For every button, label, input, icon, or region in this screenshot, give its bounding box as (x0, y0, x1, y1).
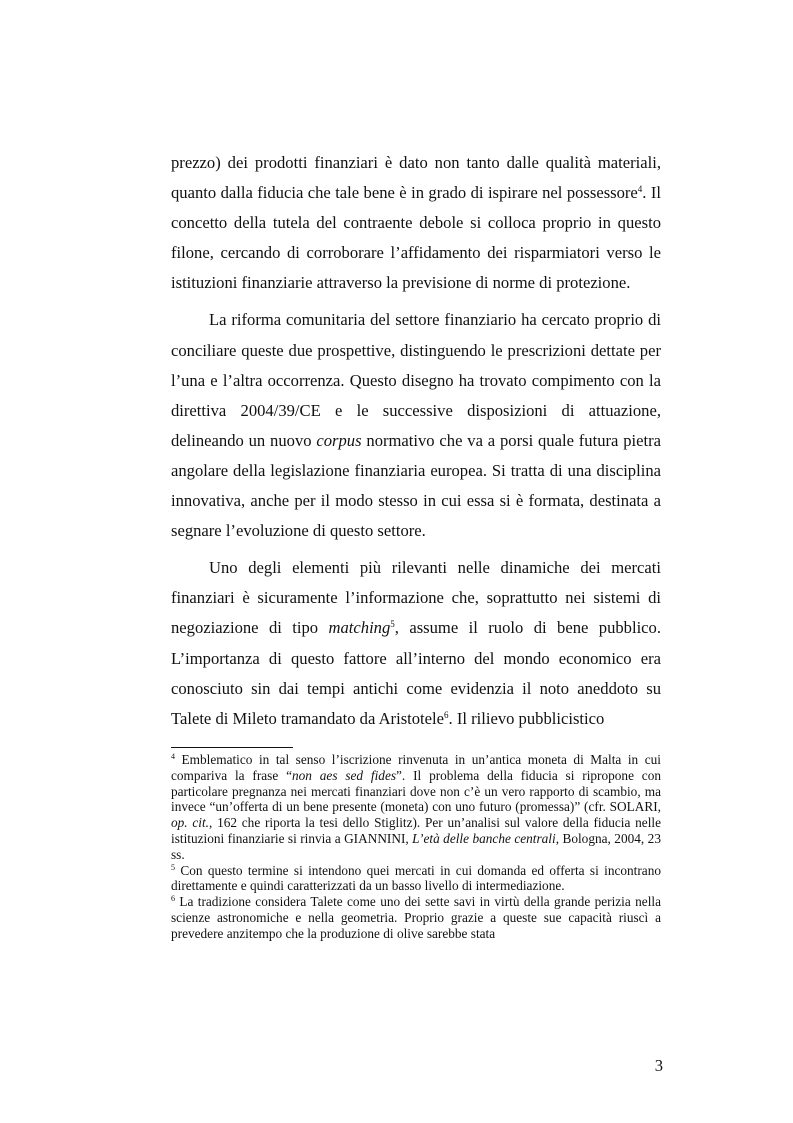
paragraph-1-text-a: prezzo) dei prodotti finanziari è dato non tanto dalle qualità materiali, quanto dalla fiducia che tale bene è in grado di ispirare nel possessore (171, 153, 661, 203)
footnote-4-italic-2: op. cit. (171, 815, 209, 831)
paragraph-2 (171, 305, 661, 546)
paragraph-2-text-a: La riforma comunitaria del settore finanziario ha cercato proprio di conciliare queste due prospettive, distinguendo le prescrizioni dettate per l’una e l’altra occorrenza. Questo disegno ha trovato compimento con la direttiva 2004/39/CE e le successive disposizioni di attuazione, delineando un nuovo (171, 310, 661, 450)
footnote-4 (171, 752, 661, 863)
footnote-separator (171, 747, 293, 748)
footnote-4-text-b: ”. Il problema della fiducia si ripropone con particolare pregnanza nei mercati finanziari dove non c’è un vero rapporto di scambio, ma invece “un’offerta di un bene presente (moneta) con uno futuro (promessa)” (cfr. SOLARI, (171, 767, 662, 815)
paragraph-3-text-c: . Il rilievo pubblicistico (448, 708, 605, 728)
footnote-4-number: 4 (171, 752, 175, 761)
paragraph-3-text-a: Uno degli elementi più rilevanti nelle dinamiche dei mercati finanziari è sicuramente l’informazione che, soprattutto nei sistemi di negoziazione di tipo (171, 558, 661, 638)
footnote-4-italic-1: non aes sed fides (291, 767, 397, 783)
footnote-6 (171, 894, 661, 941)
footnote-6-text: La tradizione considera Talete come uno dei sette savi in virtù della grande perizia nella scienze astronomiche e nella geometria. Proprio grazie a queste sue capacità riuscì a prevedere anzitempo che la produzione di olive sarebbe stata (171, 894, 661, 941)
footnote-ref-4[interactable]: 4 (637, 184, 643, 195)
footnote-5-number: 5 (171, 862, 175, 872)
footnote-5 (171, 863, 661, 895)
footnote-4-text-a: Emblematico in tal senso l’iscrizione rinvenuta in un’antica moneta di Malta in cui compariva la frase “ (171, 752, 661, 783)
footnotes (171, 752, 661, 942)
footnote-4-text-d: , Bologna, 2004, 23 ss. (171, 830, 661, 862)
footnote-ref-5[interactable]: 5 (390, 619, 395, 630)
paragraph-1 (171, 148, 661, 298)
footnote-6-number: 6 (171, 894, 175, 904)
paragraph-1-text-b: . Il concetto della tutela del contraente debole si colloca proprio in questo filone, cercando di corroborare l’affidamento dei risparmiatori verso le istituzioni finanziarie attraverso la previsione di norme di protezione. (171, 183, 662, 293)
footnote-5-text: Con questo termine si intendono quei mercati in cui domanda ed offerta si incontrano direttamente e quindi caratterizzati da un basso livello di intermediazione. (171, 862, 661, 894)
body-text (171, 148, 661, 734)
footnote-ref-6[interactable]: 6 (444, 709, 449, 720)
paragraph-3-text-b: , assume il ruolo di bene pubblico. L’importanza di questo fattore all’interno del mondo economico era conosciuto sin dai tempi antichi come evidenzia il noto aneddoto su Talete di Mileto tramandato da Aristotele (171, 618, 661, 728)
paragraph-3-italic: matching (328, 618, 391, 638)
paragraph-2-italic: corpus (316, 430, 362, 450)
paragraph-2-text-b: normativo che va a porsi quale futura pietra angolare della legislazione finanziaria europea. Si tratta di una disciplina innovativa, anche per il modo stesso in cui essa si è formata, destinata a segnare l’evoluzione di questo settore. (171, 430, 662, 541)
footnote-4-italic-3: L’età delle banche centrali (412, 830, 556, 846)
footnote-4-text-c: , 162 che riporta la tesi dello Stiglitz). Per un’analisi sul valore della fiducia nelle istituzioni finanziarie si rinvia a GIANNINI, (171, 815, 661, 846)
page-number: 3 (654, 1056, 663, 1075)
paragraph-3 (171, 553, 661, 734)
